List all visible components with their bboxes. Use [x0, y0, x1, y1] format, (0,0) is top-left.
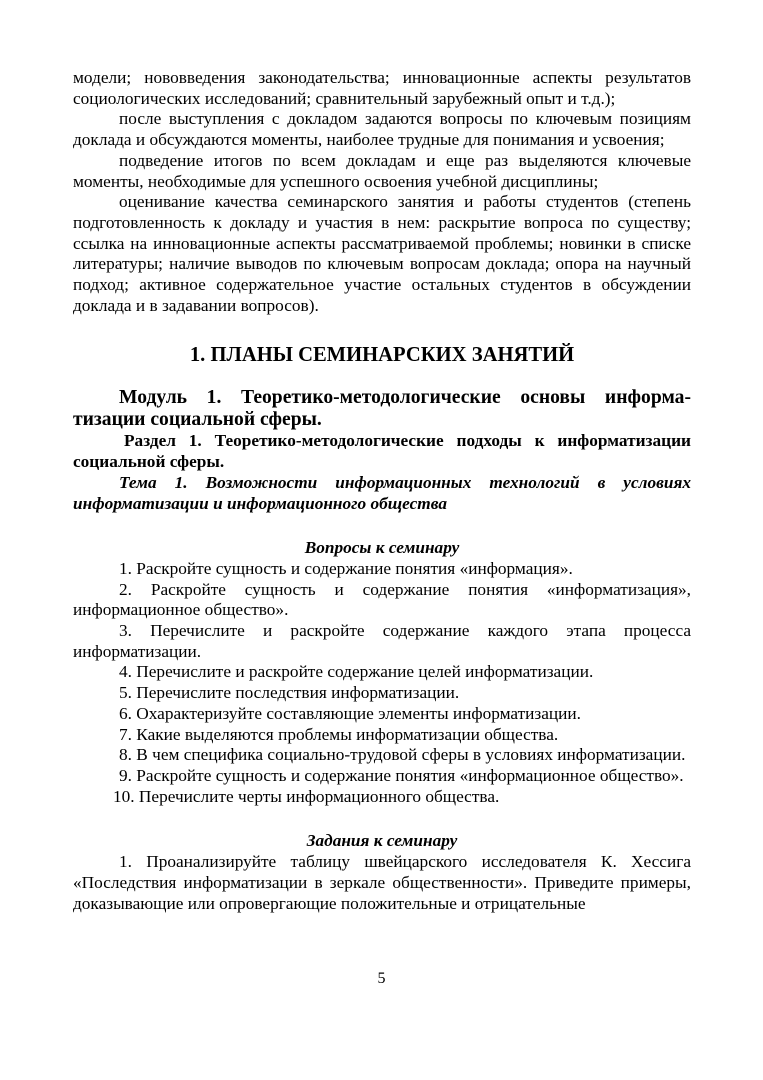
question-item: 6. Охарактеризуйте составляющие элементы информатизации. [119, 703, 581, 723]
razdel-title: Раздел 1. Теоретико-методологические подходы к информатизации социальной сферы. [73, 431, 691, 472]
document-page [73, 68, 691, 914]
question-item: 2. Раскройте сущность и содержание понятия «информатизация», информационное общество». [73, 579, 691, 620]
questions-heading: Вопросы к семинару [304, 538, 460, 558]
question-item: 3. Перечислите и раскройте содержание каждого этапа процесса информатизации. [73, 621, 691, 661]
section-title: 1. ПЛАНЫ СЕМИНАРСКИХ ЗАНЯТИЙ [189, 344, 575, 367]
page-number: 5 [377, 970, 386, 987]
tema-title: Тема 1. Возможности информационных технологий в условиях информатизации и информационного общества [73, 472, 691, 513]
tasks-heading: Задания к семинару [306, 831, 458, 851]
questions-list [73, 559, 691, 807]
question-item: 9. Раскройте сущность и содержание понятия «информационное общество». [119, 765, 684, 785]
question-item: 5. Перечислите последствия информатизации. [119, 683, 460, 703]
question-item: 7. Какие выделяются проблемы информатизации общества. [119, 724, 559, 744]
intro-paragraph-2: после выступления с докладом задаются вопросы по ключевым позициям доклада и обсуждаются моменты, наиболее трудные для понимания и усвоения; [73, 109, 691, 150]
task-item: 1. Проанализируйте таблицу швейцарского исследователя К. Хессига «Последствия информатизации в зеркале общественности». Приведите примеры, доказывающие или опровергающие положительные и отрицательные [73, 852, 691, 913]
question-item: 4. Перечислите и раскройте содержание целей информатизации. [119, 662, 594, 682]
question-item: 10. Перечислите черты информационного общества. [113, 786, 500, 806]
intro-line-2: социологических исследований; сравнительный зарубежный опыт и т.д.); [73, 88, 616, 108]
intro-line-1: модели; нововведения законодательства; инновационные аспекты результатов [73, 68, 691, 87]
intro-paragraph-3: подведение итогов по всем докладам и еще раз выделяются ключевые моменты, необходимые для успешного освоения учебной дисциплины; [73, 150, 691, 191]
module-title: Модуль 1. Теоретико-методологические основы информа-тизации социальной сферы. [73, 387, 691, 431]
question-item: 8. В чем специфика социально-трудовой сферы в условиях информатизации. [119, 745, 686, 765]
intro-paragraph-4: оценивание качества семинарского занятия и работы студентов (степень подготовленность к докладу и участия в нем: раскрытие вопроса по существу; ссылка на инновационные аспекты рассматриваемой проблемы; новинки в списке литературы; наличие выводов по ключевым вопросам доклада; опора на научный подход; активное содержательное участие остальных студентов в обсуждении доклада и в задавании вопросов). [73, 192, 691, 315]
question-item: 1. Раскройте сущность и содержание понятия «информация». [119, 558, 573, 578]
